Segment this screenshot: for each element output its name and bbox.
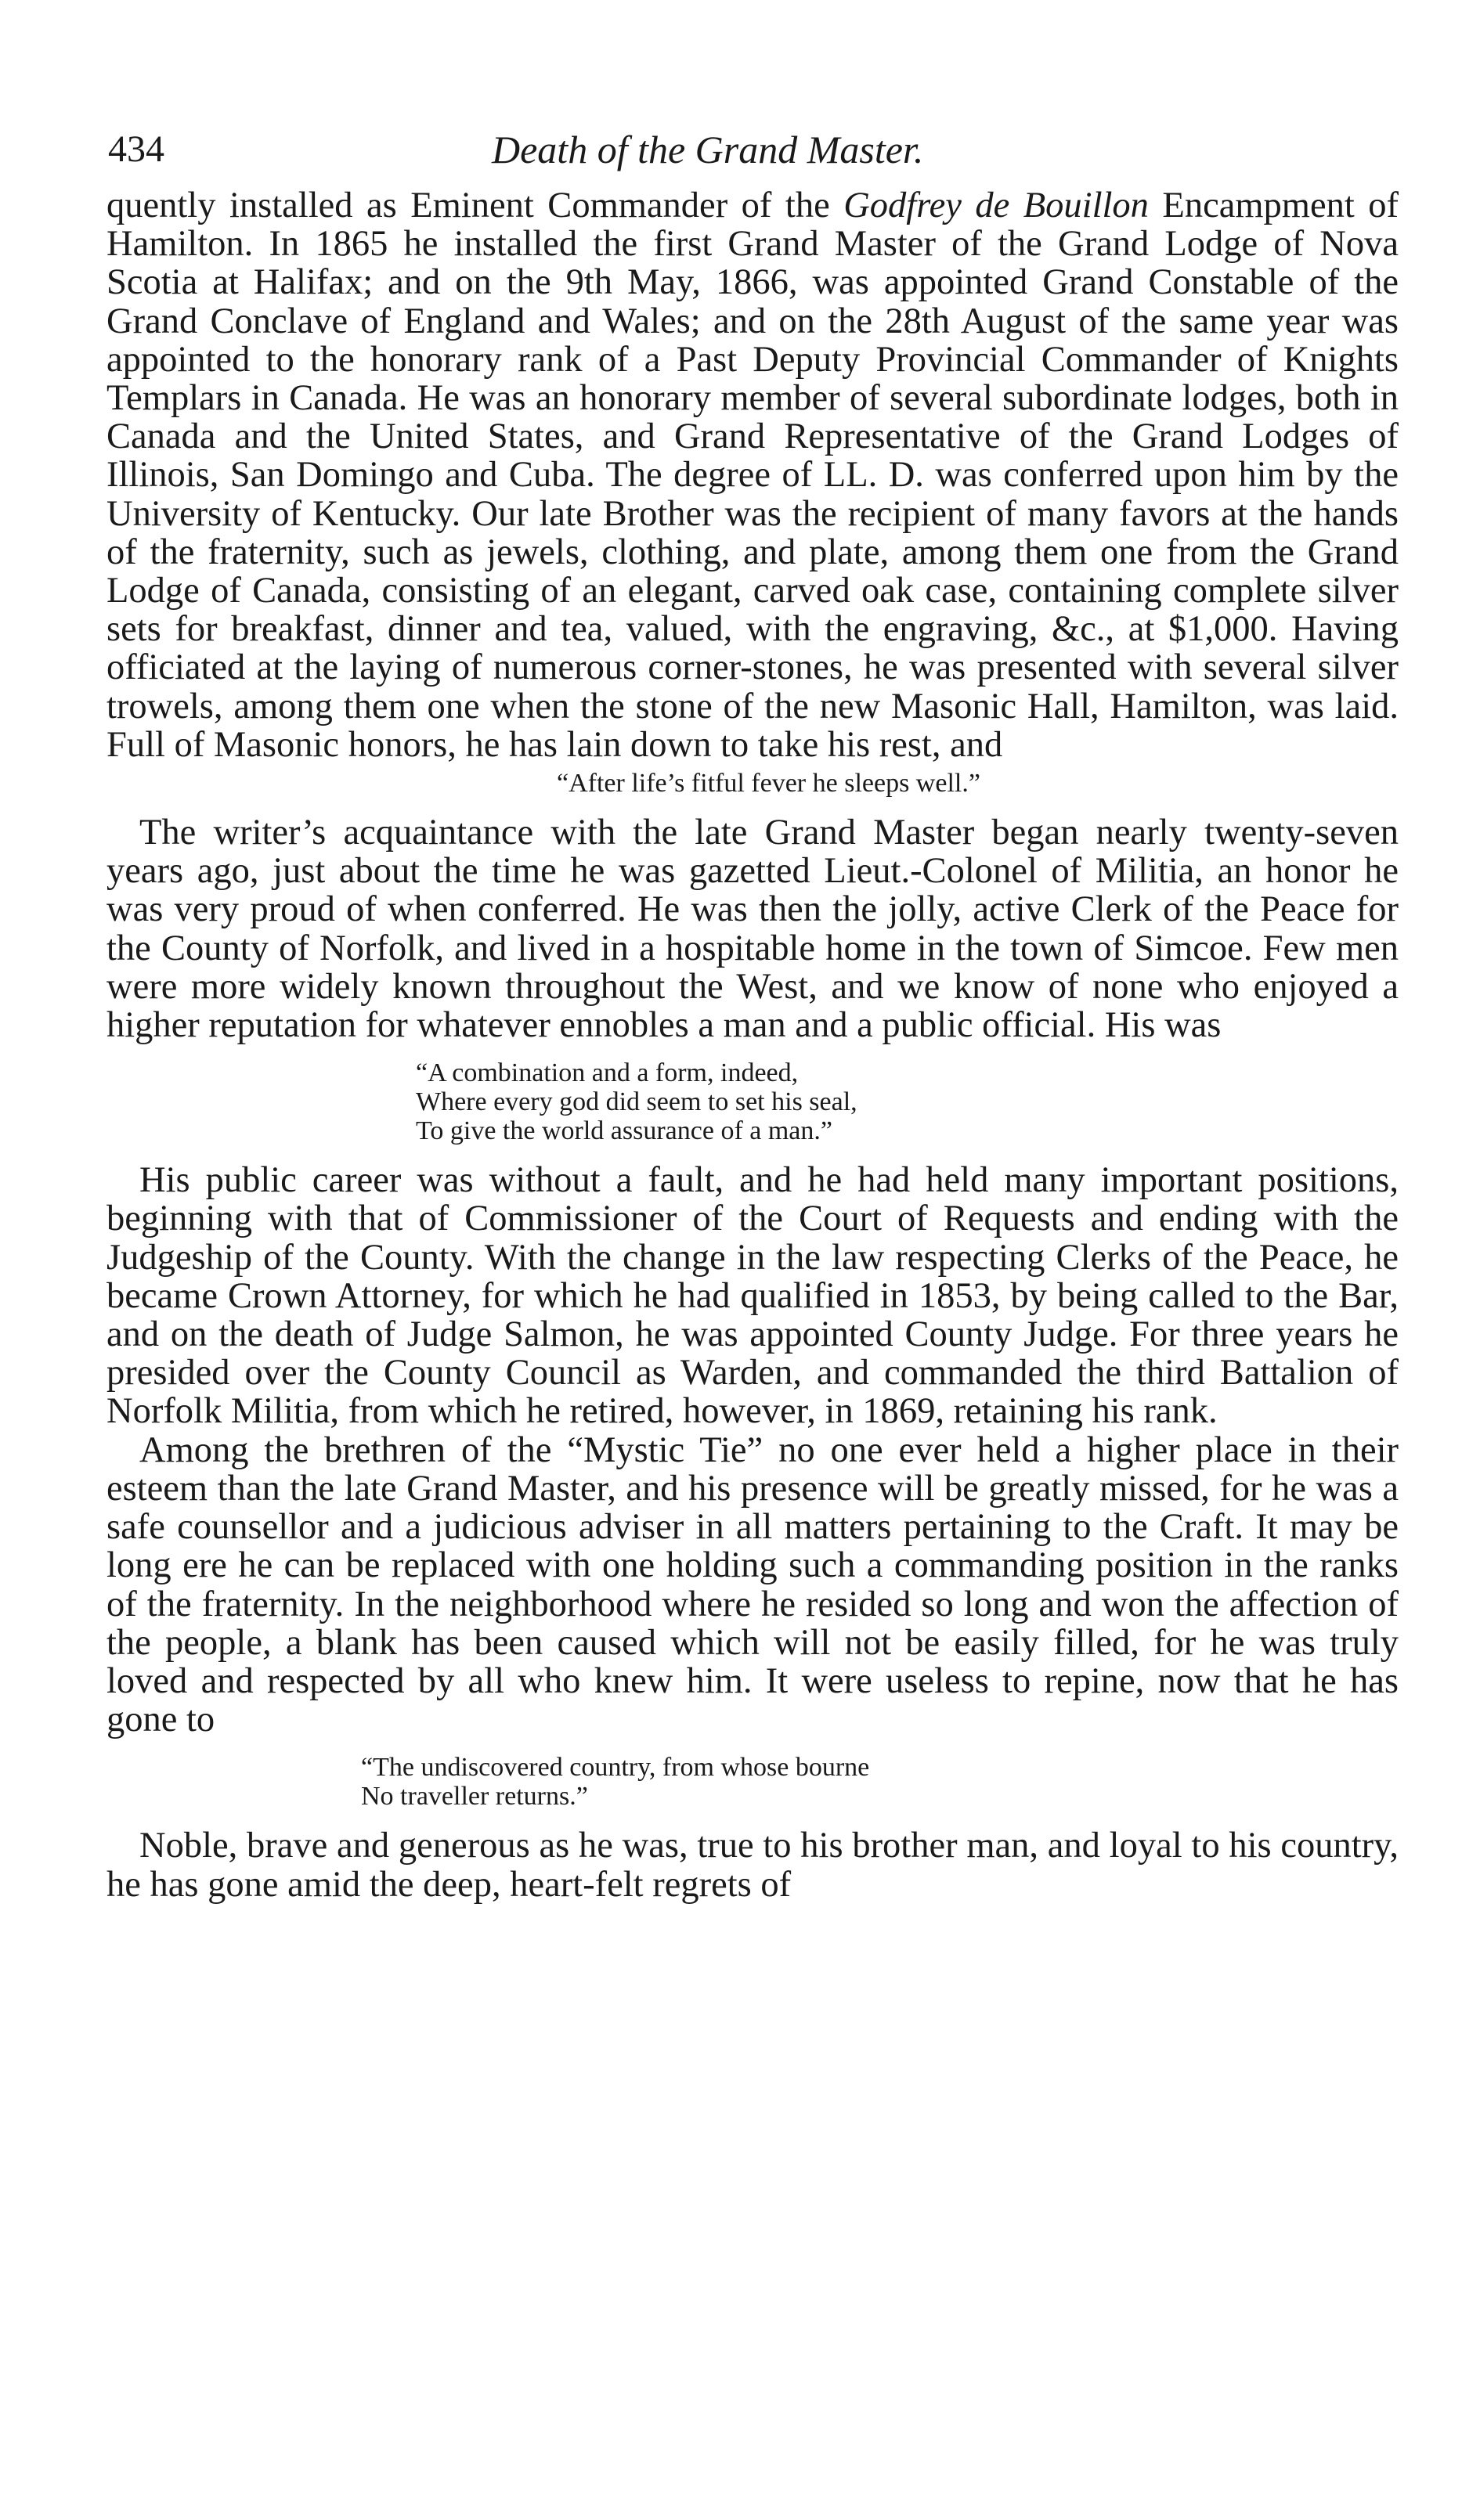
- paragraph-4: Among the brethren of the “Mystic Tie” no one ever held a higher place in their esteem than the late Grand Master, and his presence will be greatly missed, for he was a safe counsellor and a judicious adviser in all matters pertaining to the Craft. It may be long ere he can be replaced with one holding such a commanding position in the ranks of the fraternity. In the neighborhood where he resided so long and won the affection of the people, a blank has been caused which will not be easily filled, for he was truly loved and respected by all who knew him. It were useless to repine, now that he has gone to: [106, 1429, 1399, 1740]
- quote-1: [106, 769, 1399, 798]
- paragraph-1-text-a: quently installed as Eminent Commander of the: [106, 186, 844, 225]
- quote-2-line: To give the world assurance of a man.”: [416, 1116, 832, 1146]
- quote-3: [106, 1753, 1399, 1811]
- paragraph-2: The writer’s acquaintance with the late Grand Master began nearly twenty-seven years ago, just about the time he was gazetted Lieut.-Colonel of Militia, an honor he was very proud of when conferred. He was then the jolly, active Clerk of the Peace for the County of Norfolk, and lived in a hospitable home in the town of Simcoe. Few men were more widely known throughout the West, and we know of none who enjoyed a higher reputation for whatever ennobles a man and a public official. His was: [106, 813, 1399, 1046]
- quote-1-line: “After life’s fitful fever he sleeps well.”: [557, 769, 980, 799]
- paragraph-1-text-b: Encampment of Hamilton. In 1865 he installed the first Grand Master of the Grand Lodge of Nova Scotia at Halifax; and on the 9th May, 1866, was appointed Grand Constable of the Grand Conclave of England and Wales; and on the 28th August of the same year was appointed to the honorary rank of a Past Deputy Provincial Commander of Knights Templars in Canada. He was an honorary member of several subordinate lodges, both in Canada and the United States, and Grand Representative of the Grand Lodges of Illinois, San Domingo and Cuba. The degree of LL. D. was conferred upon him by the University of Kentucky. Our late Brother was the recipient of many favors at the hands of the fraternity, such as jewels, clothing, and plate, among them one from the Grand Lodge of Canada, consisting of an elegant, carved oak case, containing complete silver sets for breakfast, dinner and tea, valued, with the engraving, &c., at $1,000. Having officiated at the laying of numerous corner-stones, he was presented with several silver trowels, among them one when the stone of the new Masonic Hall, Hamilton, was laid. Full of Masonic honors, he has lain down to take his rest, and: [106, 186, 1399, 765]
- paragraph-1-italic-name: Godfrey de Bouillon: [843, 186, 1149, 225]
- running-title: Death of the Grand Master.: [492, 128, 924, 171]
- paragraph-5: Noble, brave and generous as he was, true to his brother man, and loyal to his country, he has gone amid the deep, heart-felt regrets of: [106, 1826, 1399, 1905]
- quote-2-line: Where every god did seem to set his seal,: [416, 1087, 857, 1117]
- paragraph-1: [106, 186, 1399, 764]
- quote-3-line: “The undiscovered country, from whose bourne: [361, 1753, 870, 1783]
- quote-2-line: “A combination and a form, indeed,: [416, 1058, 799, 1088]
- running-head: [108, 122, 1392, 177]
- paragraph-3: His public career was without a fault, and he had held many important positions, beginning with that of Commissioner of the Court of Requests and ending with the Judgeship of the County. With the change in the law respecting Clerks of the Peace, he became Crown Attorney, for which he had qualified in 1853, by being called to the Bar, and on the death of Judge Salmon, he was appointed County Judge. For three years he presided over the County Council as Warden, and commanded the third Battalion of Norfolk Militia, from which he retired, however, in 1869, retaining his rank.: [106, 1160, 1399, 1432]
- body-text: [106, 186, 1399, 1904]
- page-number: 434: [108, 128, 164, 170]
- quote-3-line: No traveller returns.”: [361, 1782, 588, 1812]
- quote-2: [106, 1058, 1399, 1145]
